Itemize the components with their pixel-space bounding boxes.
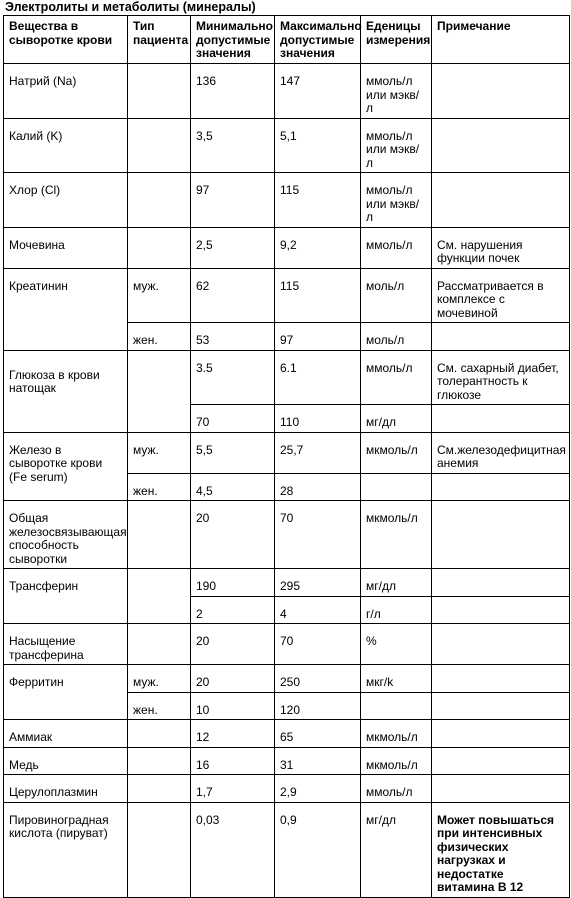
note-cell bbox=[432, 624, 570, 665]
note-cell bbox=[432, 569, 570, 597]
min-cell: 20 bbox=[191, 501, 275, 569]
document-title: Электролиты и метаболиты (минералы) bbox=[5, 0, 256, 14]
header-max: Максимально допустимые значения bbox=[275, 16, 361, 64]
substance-cell: Глюкоза в крови натощак bbox=[4, 350, 128, 432]
note-cell: См.железодефицитная анемия bbox=[432, 432, 570, 473]
min-cell: 53 bbox=[191, 323, 275, 351]
note-cell bbox=[432, 64, 570, 119]
max-cell: 4 bbox=[275, 596, 361, 624]
table-row bbox=[4, 747, 570, 775]
type-cell: муж. bbox=[128, 432, 191, 473]
min-cell: 97 bbox=[191, 173, 275, 228]
unit-cell: ммоль/л или мэкв/л bbox=[361, 173, 432, 228]
table-row bbox=[4, 569, 570, 597]
min-cell: 4,5 bbox=[191, 473, 275, 501]
substance-cell: Трансферин bbox=[4, 569, 128, 624]
type-cell bbox=[128, 64, 191, 119]
substance-cell: Ферритин bbox=[4, 665, 128, 720]
table-row bbox=[4, 720, 570, 748]
type-cell bbox=[128, 775, 191, 803]
unit-cell: моль/л bbox=[361, 268, 432, 323]
table-header-row bbox=[4, 16, 570, 64]
min-cell: 2,5 bbox=[191, 227, 275, 268]
unit-cell: мг/дл bbox=[361, 569, 432, 597]
type-cell bbox=[128, 747, 191, 775]
type-cell: жен. bbox=[128, 323, 191, 351]
table-row bbox=[4, 268, 570, 323]
substance-cell: Натрий (Na) bbox=[4, 64, 128, 119]
substance-cell: Железо в сыворотке крови (Fe serum) bbox=[4, 432, 128, 501]
type-cell: муж. bbox=[128, 665, 191, 693]
header-patient-type: Тип пациента bbox=[128, 16, 191, 64]
table-row bbox=[4, 501, 570, 569]
substance-cell: Церулоплазмин bbox=[4, 775, 128, 803]
unit-cell: мкг/k bbox=[361, 665, 432, 693]
note-cell bbox=[432, 501, 570, 569]
type-cell bbox=[128, 624, 191, 665]
substance-cell: Хлор (Cl) bbox=[4, 173, 128, 228]
unit-cell: моль/л bbox=[361, 323, 432, 351]
header-unit: Еденицы измерения bbox=[361, 16, 432, 64]
table-row bbox=[4, 665, 570, 693]
max-cell: 5,1 bbox=[275, 118, 361, 173]
note-cell: Может повышаться при интенсивных физических нагрузках и недостатке витамина В 12 bbox=[432, 802, 570, 897]
min-cell: 0,03 bbox=[191, 802, 275, 897]
table-row bbox=[4, 118, 570, 173]
table-row bbox=[4, 775, 570, 803]
min-cell: 10 bbox=[191, 692, 275, 720]
type-cell bbox=[128, 501, 191, 569]
note-cell bbox=[432, 775, 570, 803]
substance-cell: Калий (K) bbox=[4, 118, 128, 173]
table-row bbox=[4, 227, 570, 268]
min-cell: 12 bbox=[191, 720, 275, 748]
max-cell: 31 bbox=[275, 747, 361, 775]
type-cell: жен. bbox=[128, 692, 191, 720]
table-row bbox=[4, 350, 570, 405]
max-cell: 250 bbox=[275, 665, 361, 693]
max-cell: 9,2 bbox=[275, 227, 361, 268]
max-cell: 65 bbox=[275, 720, 361, 748]
unit-cell: мкмоль/л bbox=[361, 720, 432, 748]
max-cell: 70 bbox=[275, 624, 361, 665]
unit-cell: мг/дл bbox=[361, 802, 432, 897]
min-cell: 1,7 bbox=[191, 775, 275, 803]
table-row bbox=[4, 432, 570, 473]
substance-cell: Креатинин bbox=[4, 268, 128, 350]
note-cell bbox=[432, 692, 570, 720]
type-cell bbox=[128, 569, 191, 624]
substance-cell: Пировиноградная кислота (пируват) bbox=[4, 802, 128, 897]
table-row bbox=[4, 64, 570, 119]
note-cell bbox=[432, 118, 570, 173]
min-cell: 136 bbox=[191, 64, 275, 119]
note-cell: Рассматривается в комплексе с мочевиной bbox=[432, 268, 570, 323]
note-cell bbox=[432, 596, 570, 624]
reference-values-table bbox=[3, 15, 570, 898]
unit-cell: ммоль/л bbox=[361, 775, 432, 803]
note-cell: См. нарушения функции почек bbox=[432, 227, 570, 268]
max-cell: 115 bbox=[275, 173, 361, 228]
note-cell bbox=[432, 473, 570, 501]
substance-cell: Мочевина bbox=[4, 227, 128, 268]
unit-cell: мг/дл bbox=[361, 405, 432, 433]
table-row bbox=[4, 802, 570, 897]
type-cell: муж. bbox=[128, 268, 191, 323]
min-cell: 3.5 bbox=[191, 350, 275, 405]
substance-cell: Общая железосвязывающая способность сыворотки bbox=[4, 501, 128, 569]
min-cell: 70 bbox=[191, 405, 275, 433]
unit-cell: ммоль/л или мэкв/л bbox=[361, 118, 432, 173]
substance-cell: Насыщение трансферина bbox=[4, 624, 128, 665]
note-cell bbox=[432, 323, 570, 351]
unit-cell: г/л bbox=[361, 596, 432, 624]
max-cell: 28 bbox=[275, 473, 361, 501]
unit-cell: ммоль/л или мэкв/л bbox=[361, 64, 432, 119]
note-cell bbox=[432, 405, 570, 433]
min-cell: 20 bbox=[191, 624, 275, 665]
max-cell: 25,7 bbox=[275, 432, 361, 473]
substance-cell: Медь bbox=[4, 747, 128, 775]
max-cell: 120 bbox=[275, 692, 361, 720]
max-cell: 70 bbox=[275, 501, 361, 569]
min-cell: 2 bbox=[191, 596, 275, 624]
note-cell bbox=[432, 720, 570, 748]
type-cell: жен. bbox=[128, 473, 191, 501]
min-cell: 20 bbox=[191, 665, 275, 693]
max-cell: 110 bbox=[275, 405, 361, 433]
max-cell: 0,9 bbox=[275, 802, 361, 897]
min-cell: 190 bbox=[191, 569, 275, 597]
table-row bbox=[4, 173, 570, 228]
min-cell: 3,5 bbox=[191, 118, 275, 173]
min-cell: 62 bbox=[191, 268, 275, 323]
type-cell bbox=[128, 350, 191, 432]
type-cell bbox=[128, 227, 191, 268]
type-cell bbox=[128, 118, 191, 173]
header-note: Примечание bbox=[432, 16, 570, 64]
min-cell: 16 bbox=[191, 747, 275, 775]
min-cell: 5,5 bbox=[191, 432, 275, 473]
note-cell bbox=[432, 173, 570, 228]
unit-cell: мкмоль/л bbox=[361, 432, 432, 473]
max-cell: 147 bbox=[275, 64, 361, 119]
header-min: Минимально допустимые значения bbox=[191, 16, 275, 64]
max-cell: 295 bbox=[275, 569, 361, 597]
unit-cell: ммоль/л bbox=[361, 227, 432, 268]
unit-cell bbox=[361, 692, 432, 720]
substance-cell: Аммиак bbox=[4, 720, 128, 748]
max-cell: 115 bbox=[275, 268, 361, 323]
note-cell: См. сахарный диабет, толерантность к глюкозе bbox=[432, 350, 570, 405]
type-cell bbox=[128, 802, 191, 897]
type-cell bbox=[128, 720, 191, 748]
note-cell bbox=[432, 747, 570, 775]
max-cell: 6.1 bbox=[275, 350, 361, 405]
unit-cell: ммоль/л bbox=[361, 350, 432, 405]
header-substance: Вещества в сыворотке крови bbox=[4, 16, 128, 64]
max-cell: 2,9 bbox=[275, 775, 361, 803]
type-cell bbox=[128, 173, 191, 228]
table-row bbox=[4, 624, 570, 665]
unit-cell: мкмоль/л bbox=[361, 501, 432, 569]
unit-cell: мкмоль/л bbox=[361, 747, 432, 775]
unit-cell: % bbox=[361, 624, 432, 665]
max-cell: 97 bbox=[275, 323, 361, 351]
unit-cell bbox=[361, 473, 432, 501]
note-cell bbox=[432, 665, 570, 693]
